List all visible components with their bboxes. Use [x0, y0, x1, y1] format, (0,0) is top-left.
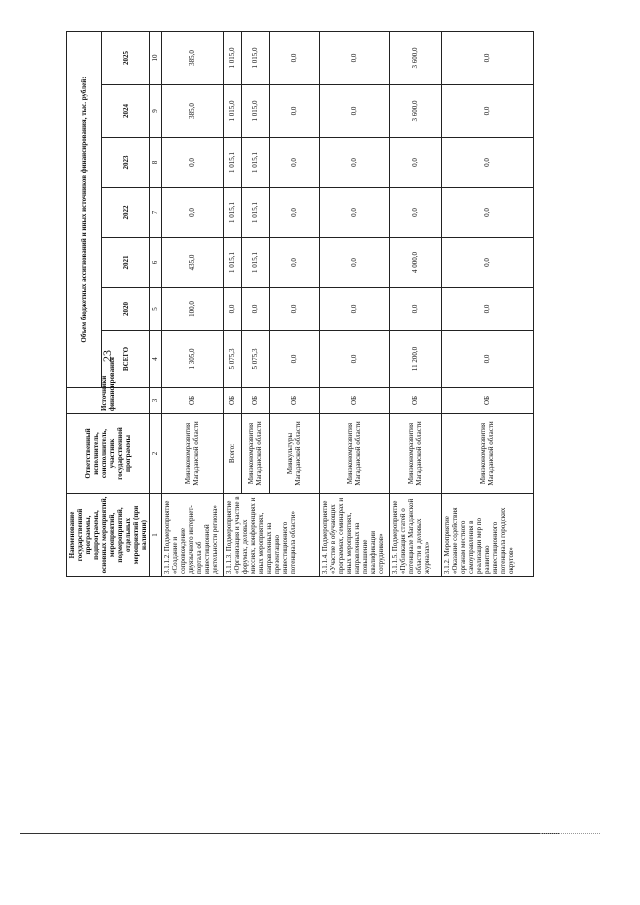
cell-value: 0,0	[269, 288, 319, 331]
bottom-divider-dotted	[540, 833, 600, 834]
cell-total: 11 200,0	[389, 331, 441, 388]
header-source: Источники финансирования	[67, 388, 150, 414]
header-responsible: Ответственный исполнитель, соисполнитель, участник государственной программы	[67, 414, 150, 494]
column-number: 10	[150, 31, 161, 84]
header-total: ВСЕГО	[101, 331, 150, 388]
column-number: 1	[150, 494, 161, 577]
document-page-rotated	[66, 32, 521, 577]
cell-value: 1 015,0	[241, 31, 269, 84]
cell-value: 0,0	[319, 188, 389, 238]
cell-total: 0,0	[319, 331, 389, 388]
cell-value: 1 015,0	[223, 85, 241, 138]
row-responsible: Минэкономразвития Магаданской области	[161, 414, 223, 494]
cell-value: 0,0	[161, 138, 223, 188]
cell-value: 0,0	[161, 188, 223, 238]
row-source: ОБ	[269, 388, 319, 414]
cell-value: 1 015,1	[241, 138, 269, 188]
header-year: 2025	[101, 31, 150, 84]
cell-value: 100,0	[161, 288, 223, 331]
cell-value: 0,0	[441, 85, 533, 138]
row-responsible: Минкультуры Магаданской области	[269, 414, 319, 494]
row-source: ОБ	[241, 388, 269, 414]
cell-value: 0,0	[223, 288, 241, 331]
row-name: 3.1.1.2. Подмероприятие «Создание и сопровождение двуязычного интернет-портала об инвестиционной деятельности региона»	[161, 494, 223, 577]
cell-value: 0,0	[389, 288, 441, 331]
header-year: 2020	[101, 288, 150, 331]
cell-value: 1 015,1	[223, 138, 241, 188]
row-name: 3.1.1.5. Подмероприятие «Публикация статей о потенциале Магаданской области в деловых журналах»	[389, 494, 441, 577]
cell-value: 1 015,1	[241, 188, 269, 238]
cell-total: 0,0	[441, 331, 533, 388]
page-number: 23	[100, 350, 114, 362]
cell-value: 0,0	[319, 238, 389, 288]
row-source: ОБ	[319, 388, 389, 414]
cell-total: 1 305,0	[161, 331, 223, 388]
column-number: 3	[150, 388, 161, 414]
column-number: 4	[150, 331, 161, 388]
cell-value: 0,0	[269, 138, 319, 188]
row-source: ОБ	[441, 388, 533, 414]
bottom-divider	[20, 833, 560, 834]
cell-value: 0,0	[319, 288, 389, 331]
cell-value: 0,0	[389, 138, 441, 188]
cell-value: 1 015,1	[241, 238, 269, 288]
cell-value: 0,0	[319, 138, 389, 188]
header-year: 2022	[101, 188, 150, 238]
row-name: 3.1.2. Мероприятие «Оказание содействия органам местного самоуправления в реализации мер по развитию инвестиционного потенциала городских округов»	[441, 494, 533, 577]
cell-value: 3 600,0	[389, 85, 441, 138]
header-name: Наименование государственной программы, подпрограммы, основных мероприятий, мероприятий, подмероприятий, отдельных мероприятий (при наличии)	[67, 494, 150, 577]
column-number: 6	[150, 238, 161, 288]
cell-value: 1 015,1	[223, 238, 241, 288]
cell-value: 4 000,0	[389, 238, 441, 288]
column-number: 5	[150, 288, 161, 331]
cell-value: 435,0	[161, 238, 223, 288]
row-source: ОБ	[223, 388, 241, 414]
cell-value: 0,0	[269, 238, 319, 288]
cell-value: 1 015,0	[223, 31, 241, 84]
row-name: 3.1.1.4. Подмероприятие «Участие в обучающих программах, семинарах и иных мероприятиях, направленных на повышение квалификации сотрудников»	[319, 494, 389, 577]
table-row	[161, 31, 223, 576]
cell-value: 1 015,1	[223, 188, 241, 238]
cell-value: 385,0	[161, 85, 223, 138]
header-year: 2023	[101, 138, 150, 188]
header-year: 2024	[101, 85, 150, 138]
cell-value: 3 600,0	[389, 31, 441, 84]
cell-value: 0,0	[441, 188, 533, 238]
table-row	[223, 31, 241, 576]
row-source: ОБ	[389, 388, 441, 414]
column-number: 8	[150, 138, 161, 188]
cell-value: 0,0	[269, 85, 319, 138]
row-responsible: Минэкономразвития Магаданской области	[441, 414, 533, 494]
cell-total: 0,0	[269, 331, 319, 388]
table-row	[319, 31, 389, 576]
header-year: 2021	[101, 238, 150, 288]
row-source: ОБ	[161, 388, 223, 414]
cell-value: 0,0	[441, 288, 533, 331]
row-responsible: Минэкономразвития Магаданской области	[241, 414, 269, 494]
cell-value: 0,0	[241, 288, 269, 331]
header-volume: Объем бюджетных ассигнований и иных источников финансирования, тыс. рублей:	[67, 31, 102, 387]
cell-value: 0,0	[389, 188, 441, 238]
column-number: 9	[150, 85, 161, 138]
cell-value: 0,0	[269, 188, 319, 238]
cell-value: 0,0	[441, 238, 533, 288]
cell-value: 0,0	[269, 31, 319, 84]
table-row	[389, 31, 441, 576]
row-responsible: Минэкономразвития Магаданской области	[319, 414, 389, 494]
cell-total: 5 075,3	[223, 331, 241, 388]
cell-value: 0,0	[319, 31, 389, 84]
cell-value: 0,0	[441, 138, 533, 188]
cell-value: 385,0	[161, 31, 223, 84]
cell-value: 0,0	[319, 85, 389, 138]
cell-value: 1 015,0	[241, 85, 269, 138]
financing-table	[66, 31, 534, 577]
row-responsible: Минэкономразвития Магаданской области	[389, 414, 441, 494]
column-number: 7	[150, 188, 161, 238]
table-row	[441, 31, 533, 576]
row-responsible: Всего:	[223, 414, 241, 494]
row-name: 3.1.1.3. Подмероприятие «Организация и участие в форумах, деловых миссиях, конференциях и иных мероприятиях, направленных на презентацию инвестиционного потенциала области»	[223, 494, 319, 577]
column-number: 2	[150, 414, 161, 494]
cell-value: 0,0	[441, 31, 533, 84]
cell-total: 5 075,3	[241, 331, 269, 388]
